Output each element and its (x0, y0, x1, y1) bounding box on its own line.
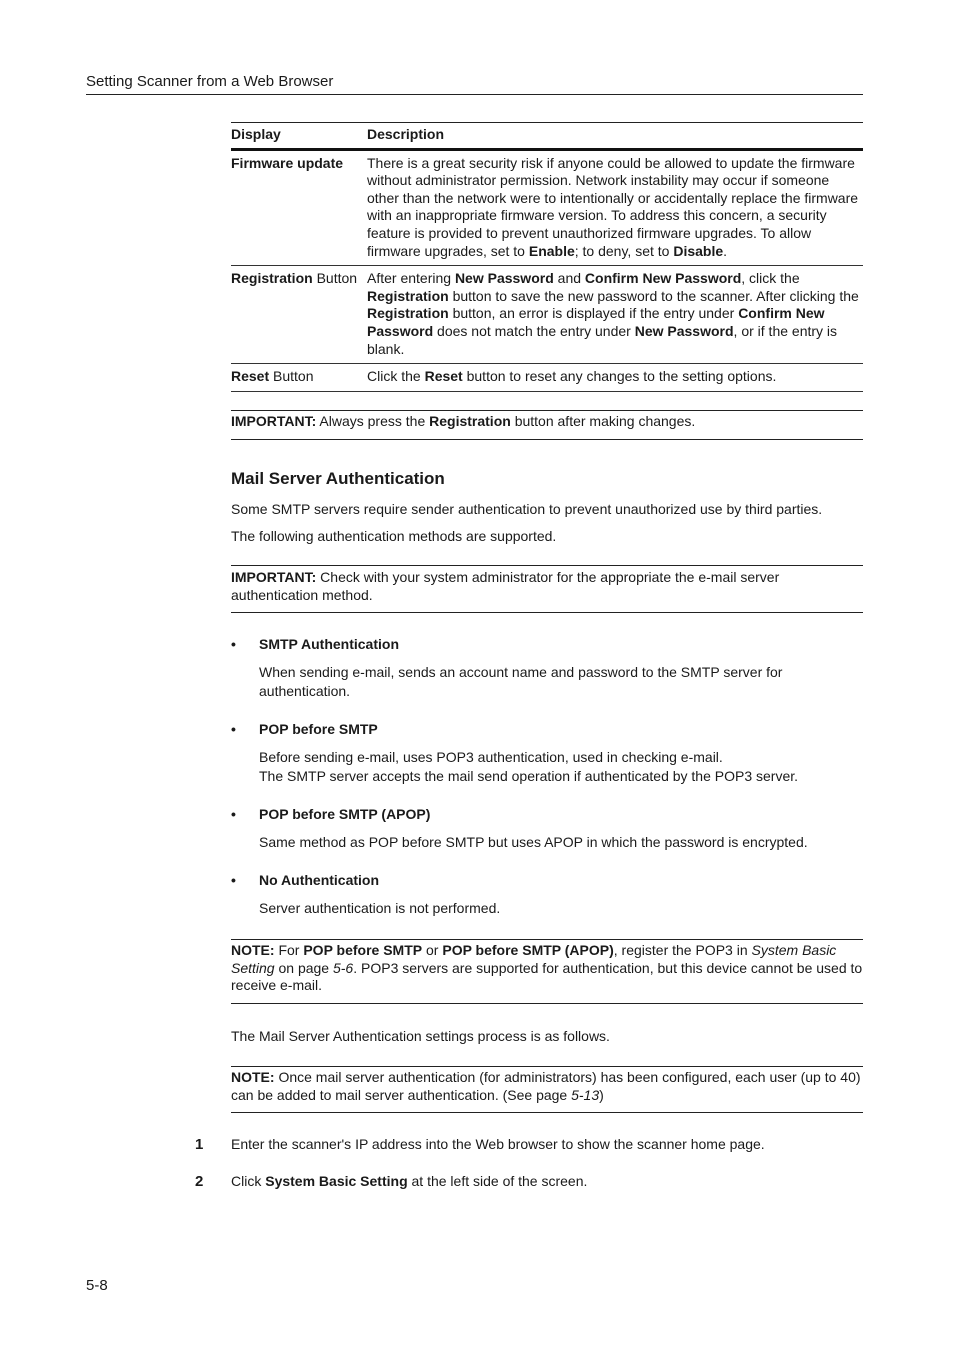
step-text-bold: System Basic Setting (265, 1173, 408, 1189)
step-text-plain: Enter the scanner's IP address into the Web browser to show the scanner home page. (231, 1136, 765, 1152)
table-row (231, 364, 863, 392)
method-description (259, 748, 859, 786)
description-text: does not match the entry under (433, 322, 635, 339)
display-cell (231, 266, 367, 364)
important-text-end: button after making changes. (510, 413, 696, 429)
description-text: and (553, 270, 585, 287)
note-bold-term: POP before SMTP (303, 942, 423, 958)
note-text: Once mail server authentication (for administrators) has been configured, each user (up to 40) can be added to mail server authentication. (See page (231, 1069, 861, 1103)
step-number: 2 (195, 1173, 204, 1190)
step-text (231, 1136, 765, 1152)
process-paragraph: The Mail Server Authentication settings process is as follows. (231, 1028, 610, 1044)
bullet-glyph: • (231, 872, 236, 888)
description-text: , or if the entry is blank. (367, 322, 838, 357)
page-number: 5-8 (86, 1277, 108, 1294)
display-label-bold: Reset (231, 368, 270, 385)
description-bold-term: Registration (367, 287, 449, 304)
note-text: , register the POP3 in (613, 942, 752, 958)
intro-paragraph-1: Some SMTP servers require sender authentication to prevent unauthorized use by third parties. (231, 501, 823, 517)
description-text: There is a great security risk if anyone could be allowed to update the firmware without administrator permission. Network instability may occur if someone other than the network were to intentionally or accidentally replace the firmware with an inappropriate firmware version. To address this concern, a security feature is provided to prevent unauthorized firmware upgrades. To allow firmware upgrades, set to (367, 154, 859, 259)
important-label: IMPORTANT: (231, 413, 317, 429)
important-text: Check with your system administrator for the appropriate the e-mail server authentication method. (231, 569, 780, 603)
important-box-auth (231, 565, 863, 613)
method-description-line: Same method as POP before SMTP but uses APOP in which the password is encrypted. (259, 834, 808, 850)
note-text: . POP3 servers are supported for authentication, but this device cannot be used to receive e-mail. (231, 959, 863, 994)
column-header-display: Display (231, 123, 367, 150)
important-label: IMPORTANT: (231, 569, 317, 585)
display-label-bold: Firmware update (231, 154, 344, 171)
method-title: POP before SMTP (APOP) (259, 806, 431, 822)
method-description (259, 663, 859, 701)
description-text: , click the (741, 270, 800, 287)
method-description-line: Before sending e-mail, uses POP3 authentication, used in checking e-mail. (259, 749, 723, 765)
display-label-rest: Button (269, 368, 314, 385)
step-text-plain: Click (231, 1173, 266, 1189)
important-box-registration (231, 410, 863, 440)
bullet-glyph: • (231, 721, 236, 737)
section-heading: Mail Server Authentication (231, 469, 445, 488)
note-box-users (231, 1066, 863, 1113)
method-description (259, 899, 859, 918)
note-text: For (274, 942, 304, 958)
note-label: NOTE: (231, 942, 275, 958)
method-description (259, 833, 859, 852)
description-bold-term: Enable (528, 242, 575, 259)
note-page-reference: 5-6 (332, 959, 354, 976)
display-label-rest: Button (312, 270, 358, 287)
intro-paragraph-2: The following authentication methods are supported. (231, 528, 557, 544)
step-number: 1 (195, 1136, 204, 1153)
bullet-glyph: • (231, 806, 236, 822)
description-bold-term: New Password (454, 270, 554, 287)
description-cell (367, 364, 863, 392)
note-bold-term: POP before SMTP (APOP) (442, 942, 614, 958)
settings-description-table (231, 122, 863, 392)
display-label-bold: Registration (231, 270, 313, 287)
important-bold-term: Registration (429, 413, 511, 429)
note-text: or (422, 942, 443, 958)
description-cell (367, 149, 863, 266)
description-bold-term: Confirm New Password (584, 270, 742, 287)
description-bold-term: Disable (673, 242, 724, 259)
table-row (231, 266, 863, 364)
description-text: . (723, 242, 728, 259)
description-bold-term: New Password (634, 322, 734, 339)
method-description-line: When sending e-mail, sends an account name and password to the SMTP server for authentication. (259, 664, 783, 699)
note-label: NOTE: (231, 1069, 275, 1085)
display-cell (231, 364, 367, 392)
description-text: button to reset any changes to the setting options. (462, 368, 777, 385)
description-text: Click the (367, 368, 425, 385)
note-text: on page (274, 959, 333, 976)
description-text: button to save the new password to the scanner. After clicking the (448, 287, 859, 304)
important-text: Always press the (316, 413, 430, 429)
step-text-plain: at the left side of the screen. (407, 1173, 588, 1189)
display-cell (231, 149, 367, 266)
description-bold-term: Reset (424, 368, 463, 385)
method-title: No Authentication (259, 872, 380, 888)
description-text: After entering (367, 270, 455, 287)
note-reference: System Basic Setting (231, 942, 837, 976)
step-text (231, 1173, 587, 1189)
method-description-line: Server authentication is not performed. (259, 900, 501, 916)
method-title: SMTP Authentication (259, 636, 399, 652)
column-header-description: Description (367, 123, 863, 150)
description-text: button, an error is displayed if the entry under (448, 305, 739, 322)
description-cell (367, 266, 863, 364)
bullet-glyph: • (231, 636, 236, 652)
table-body (231, 149, 863, 391)
method-description-line: The SMTP server accepts the mail send operation if authenticated by the POP3 server. (259, 768, 799, 784)
note-text: ) (599, 1086, 604, 1103)
description-bold-term: Confirm New Password (367, 305, 825, 339)
description-bold-term: Registration (367, 305, 449, 322)
description-text: ; to deny, set to (574, 242, 674, 259)
running-header: Setting Scanner from a Web Browser (86, 73, 863, 95)
method-title: POP before SMTP (259, 721, 378, 737)
note-box-pop (231, 939, 863, 1004)
note-page-reference: 5-13 (571, 1086, 600, 1103)
table-header-row (231, 123, 863, 150)
table-row (231, 149, 863, 266)
